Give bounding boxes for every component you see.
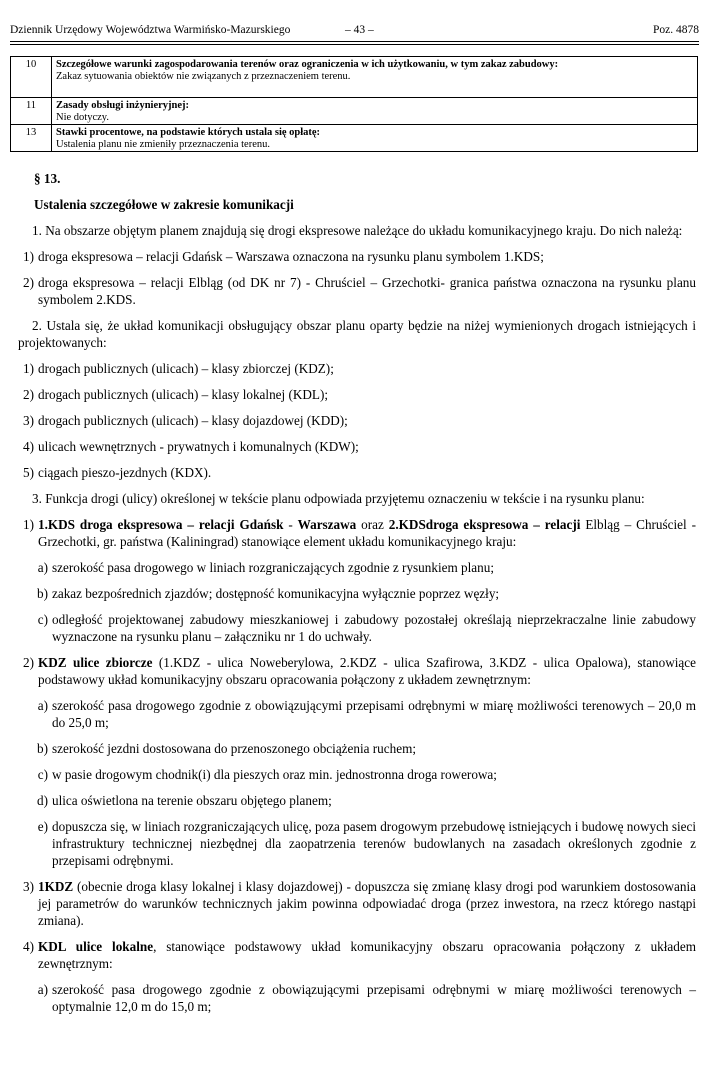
text-fragment: , stanowiące podstawowy układ komunikacyjny obszaru opracowania połączony z układem zewnętrznym: <box>38 939 696 971</box>
sub-item <box>32 585 696 602</box>
row-text: Ustalenia planu nie zmieniły przeznaczenia terenu. <box>56 139 270 150</box>
row-text: Zakaz sytuowania obiektów nie związanych z przeznaczeniem terenu. <box>56 71 351 82</box>
section-number: § 13. <box>34 171 61 186</box>
row-number: 10 <box>11 57 52 98</box>
list-marker: 1) <box>23 361 34 376</box>
sub-text: zakaz bezpośrednich zjazdów; dostępność komunikacyjna wyłącznie poprzez węzły; <box>52 586 500 601</box>
row-content <box>52 98 698 125</box>
sub-marker: b) <box>37 741 48 756</box>
list-marker: 5) <box>23 465 34 480</box>
list-text <box>38 654 696 688</box>
list-marker: 3) <box>23 879 34 894</box>
sub-item <box>32 559 696 576</box>
sub-item <box>32 818 696 869</box>
sub-marker: c) <box>37 612 48 627</box>
sub-item <box>32 792 696 809</box>
list-item-1kdz <box>18 878 696 929</box>
sub-text: ulica oświetlona na terenie obszaru objętego planem; <box>52 793 332 808</box>
text-fragment: - <box>283 517 298 532</box>
text-fragment: oraz <box>356 517 389 532</box>
1kdz-label: 1KDZ <box>38 879 74 894</box>
list-marker: 1) <box>23 249 34 264</box>
sub-text: szerokość pasa drogowego zgodnie z obowiązującymi przepisami odrębnymi w miarę możliwości terenowych – optymalnie 12,0 m do 15,0 m; <box>52 982 696 1014</box>
row-text: Nie dotyczy. <box>56 112 109 123</box>
list-marker: 4) <box>23 439 34 454</box>
row-number: 13 <box>11 125 52 152</box>
paragraph-1: 1. Na obszarze objętym planem znajdują się drogi ekspresowe należące do układu komunikacyjnego kraju. Do nich należą: <box>32 223 683 238</box>
sub-item <box>32 981 696 1015</box>
sub-item <box>32 740 696 757</box>
list-marker: 4) <box>23 939 34 954</box>
text-fragment: (obecnie droga klasy lokalnej i klasy dojazdowej) - dopuszcza się zmianę klasy drogi pod warunkiem dostosowania jej parametrów do warunków technicznych jakim powinna odpowiadać droga (przez inwestora, na rzecz którego nastąpi zmiana). <box>38 879 696 928</box>
sub-item <box>32 611 696 645</box>
sub-marker: b) <box>37 586 48 601</box>
sub-text: szerokość jezdni dostosowana do przenoszonego obciążenia ruchem; <box>52 741 416 756</box>
list-item-kdz <box>18 654 696 688</box>
list-text: drogach publicznych (ulicach) – klasy zbiorczej (KDZ); <box>38 361 334 376</box>
document-body <box>18 170 696 1024</box>
list-item <box>18 360 696 377</box>
section-title: Ustalenia szczegółowe w zakresie komunikacji <box>34 197 294 212</box>
kds-label-2: Warszawa <box>297 517 357 532</box>
list-text: ciągach pieszo-jezdnych (KDX). <box>38 465 212 480</box>
sub-item <box>32 697 696 731</box>
list-text <box>38 516 696 550</box>
sub-marker: a) <box>37 560 48 575</box>
sub-marker: a) <box>37 698 48 713</box>
list-item-kds <box>18 516 696 550</box>
list-item-kdl <box>18 938 696 972</box>
list-text: drogach publicznych (ulicach) – klasy lokalnej (KDL); <box>38 387 329 402</box>
sub-text: szerokość pasa drogowego w liniach rozgraniczających zgodnie z rysunkiem planu; <box>52 560 494 575</box>
table-row <box>11 57 698 98</box>
list-item <box>18 274 696 308</box>
list-marker: 2) <box>23 655 34 670</box>
row-title: Zasady obsługi inżynieryjnej: <box>56 100 190 111</box>
list-text: drogach publicznych (ulicach) – klasy dojazdowej (KDD); <box>38 413 348 428</box>
kds-label-3: 2.KDSdroga ekspresowa – relacji <box>388 517 581 532</box>
conditions-table <box>10 56 698 152</box>
list-text: droga ekspresowa – relacji Gdańsk – Warszawa oznaczona na rysunku planu symbolem 1.KDS; <box>38 249 544 264</box>
list-text: ulicach wewnętrznych - prywatnych i komunalnych (KDW); <box>38 439 359 454</box>
list-item <box>18 464 696 481</box>
table-row <box>11 98 698 125</box>
paragraph-2: 2. Ustala się, że układ komunikacji obsługujący obszar planu oparty będzie na niżej wymienionych drogach istniejących i projektowanych: <box>18 318 696 350</box>
list-marker: 2) <box>23 275 34 290</box>
table-row <box>11 125 698 152</box>
list-item <box>18 248 696 265</box>
list-text: droga ekspresowa – relacji Elbląg (od DK nr 7) - Chruściel – Grzechotki- granica państwa oznaczona na rysunku planu symbolem 2.KDS. <box>38 275 696 307</box>
page-number: – 43 – <box>345 24 374 36</box>
paragraph-3: 3. Funkcja drogi (ulicy) określonej w tekście planu odpowiada przyjętemu oznaczeniu w tekście i na rysunku planu: <box>32 491 645 506</box>
list-marker: 1) <box>23 517 34 532</box>
list-text <box>38 938 696 972</box>
sub-marker: a) <box>37 982 48 997</box>
list-item <box>18 386 696 403</box>
row-title: Szczegółowe warunki zagospodarowania terenów oraz ograniczenia w ich użytkowaniu, w tym zakaz zabudowy: <box>56 59 559 70</box>
page-header <box>10 24 699 40</box>
text-fragment: Elbląg – Chruściel -Grzechotki, gr. państwa (Kaliningrad) stanowiące element układu komunikacyjnego kraju: <box>38 517 696 549</box>
list-marker: 2) <box>23 387 34 402</box>
list-item <box>18 438 696 455</box>
row-content <box>52 57 698 98</box>
kds-label-1: 1.KDS droga ekspresowa – relacji Gdańsk <box>38 517 284 532</box>
sub-marker: d) <box>37 793 48 808</box>
journal-title: Dziennik Urzędowy Województwa Warmińsko-Mazurskiego <box>10 24 291 36</box>
header-rule <box>10 41 699 45</box>
list-text <box>38 878 696 929</box>
sub-text: dopuszcza się, w liniach rozgraniczających ulicę, poza pasem drogowym przebudowę istniejących i budowę nowych sieci infrastruktury technicznej niezbędnej dla zaopatrzenia terenów budowlanych na zasadach określonych zgodnie z przepisami odrębnymi. <box>52 819 696 868</box>
list-marker: 3) <box>23 413 34 428</box>
text-fragment: (1.KDZ - ulica Noweberylowa, 2.KDZ - ulica Szafirowa, 3.KDZ - ulica Opalowa), stanowiące podstawowy układ komunikacyjny obszaru opracowania połączony z układem zewnętrznym: <box>38 655 696 687</box>
row-title: Stawki procentowe, na podstawie których ustala się opłatę: <box>56 127 321 138</box>
sub-item <box>32 766 696 783</box>
sub-marker: c) <box>37 767 48 782</box>
sub-text: w pasie drogowym chodnik(i) dla pieszych oraz min. jednostronna droga rowerowa; <box>52 767 497 782</box>
list-item <box>18 412 696 429</box>
kdl-label: KDL ulice lokalne <box>38 939 154 954</box>
row-number: 11 <box>11 98 52 125</box>
kdz-label: KDZ ulice zbiorcze <box>38 655 153 670</box>
position-number: Poz. 4878 <box>653 24 699 36</box>
sub-text: odległość projektowanej zabudowy mieszkaniowej i zabudowy pozostałej określają nieprzekraczalne linie zabudowy wyznaczone na rysunku planu – załączniku nr 1 do uchwały. <box>52 612 696 644</box>
row-content <box>52 125 698 152</box>
sub-text: szerokość pasa drogowego zgodnie z obowiązującymi przepisami odrębnymi w miarę możliwości terenowych – 20,0 m do 25,0 m; <box>52 698 696 730</box>
sub-marker: e) <box>37 819 48 834</box>
